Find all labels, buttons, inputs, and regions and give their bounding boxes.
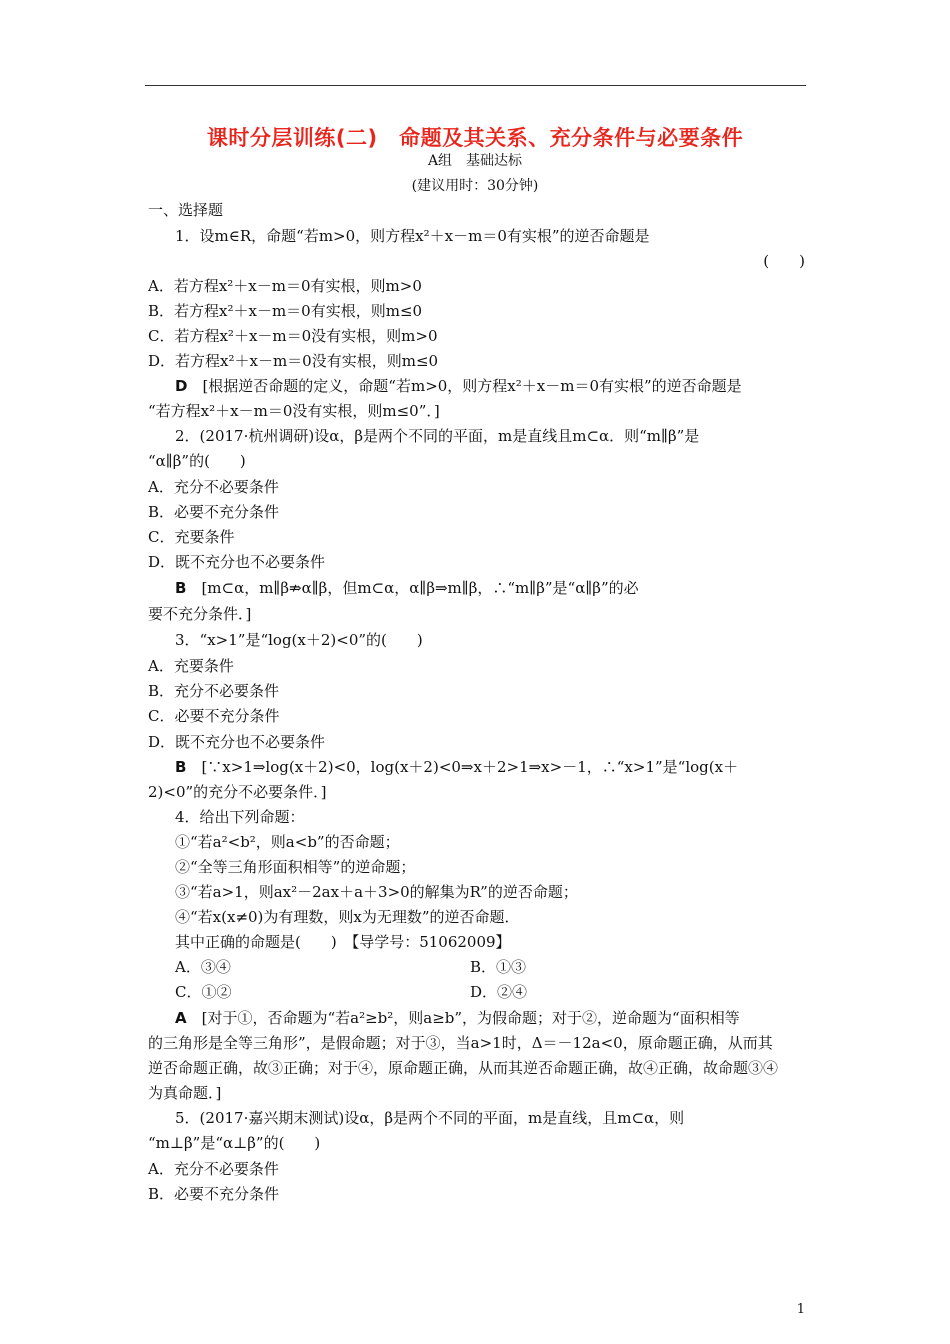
text-line: 1．设m∈R，命题“若m>0，则方程x²＋x－m＝0有实根”的逆否命题是 — [175, 227, 650, 245]
text-line: A．若方程x²＋x－m＝0有实根，则m>0 — [148, 277, 422, 295]
header-rule — [145, 85, 806, 86]
text-line: 为真命题．] — [148, 1084, 222, 1102]
text-line: B [∵x>1⇒log(x＋2)<0，log(x＋2)<0⇒x＋2>1⇒x>－1，∴“x>1”是“log(x＋ — [175, 758, 739, 776]
page-number: 1 — [796, 1302, 805, 1317]
text-line: B．必要不充分条件 — [148, 1185, 280, 1203]
text-line: B．①③ — [470, 958, 527, 976]
group-label: A组 基础达标 — [427, 153, 523, 169]
text-line: A [对于①，否命题为“若a²≥b²，则a≥b”，为假命题；对于②，逆命题为“面积相等 — [175, 1009, 740, 1027]
text-line: B．若方程x²＋x－m＝0有实根，则m≤0 — [148, 302, 423, 320]
text-line: 的三角形是全等三角形”，是假命题；对于③，当a>1时，Δ＝－12a<0，原命题正确，从而其 — [148, 1034, 773, 1052]
text-line: D．②④ — [470, 983, 528, 1001]
text-line: 4．给出下列命题： — [175, 808, 305, 826]
text-line: 3．“x>1”是“log(x＋2)<0”的( ) — [175, 631, 423, 649]
text-line: “α∥β”的( ) — [148, 452, 246, 470]
text-line: D．既不充分也不必要条件 — [148, 553, 326, 571]
text-line: C．若方程x²＋x－m＝0没有实根，则m>0 — [148, 327, 438, 345]
text-line: D．既不充分也不必要条件 — [148, 733, 326, 751]
text-line: C．必要不充分条件 — [148, 707, 280, 725]
text-line: B．必要不充分条件 — [148, 503, 280, 521]
text-line: A．充要条件 — [148, 657, 234, 675]
text-line: A．充分不必要条件 — [148, 1160, 279, 1178]
text-line: C．充要条件 — [148, 528, 235, 546]
text-line: ④“若x(x≠0)为有理数，则x为无理数”的逆否命题． — [175, 908, 520, 926]
text-line: D．若方程x²＋x－m＝0没有实根，则m≤0 — [148, 352, 439, 370]
text-line: ③“若a>1，则ax²－2ax＋a＋3>0的解集为R”的逆否命题； — [175, 883, 578, 901]
text-line: 要不充分条件．] — [148, 605, 252, 623]
text-line: 5．(2017·嘉兴期末测试)设α，β是两个不同的平面，m是直线，且m⊂α，则 — [175, 1109, 685, 1127]
text-line: 逆否命题正确，故③正确；对于④，原命题正确，从而其逆否命题正确，故④正确，故命题③④ — [148, 1059, 779, 1077]
text-line: A．③④ — [175, 958, 231, 976]
text-line: 其中正确的命题是( ) 【导学号：51062009】 — [175, 933, 511, 951]
text-line: “若方程x²＋x－m＝0没有实根，则m≤0”．] — [148, 402, 440, 420]
page-title: 课时分层训练(二) 命题及其关系、充分条件与必要条件 — [206, 126, 744, 150]
text-line: A．充分不必要条件 — [148, 478, 279, 496]
text-line: 2)<0”的充分不必要条件．] — [148, 783, 327, 801]
text-line: C．①② — [175, 983, 232, 1001]
text-line: B．充分不必要条件 — [148, 682, 280, 700]
text-line: D [根据逆否命题的定义，命题“若m>0，则方程x²＋x－m＝0有实根”的逆否命题是 — [175, 377, 742, 395]
text-line: “m⊥β”是“α⊥β”的( ) — [148, 1134, 321, 1152]
text-line: ( ) — [763, 252, 805, 270]
text-line: ①“若a²<b²，则a<b”的否命题； — [175, 833, 400, 851]
text-line: B [m⊂α，m∥β⇏α∥β，但m⊂α，α∥β⇒m∥β，∴“m∥β”是“α∥β”的必 — [175, 579, 639, 597]
text-line: 2．(2017·杭州调研)设α，β是两个不同的平面，m是直线且m⊂α．则“m∥β”是 — [175, 427, 700, 445]
suggested-time: (建议用时：30分钟) — [411, 178, 539, 194]
section-label: 一、选择题 — [148, 201, 224, 219]
text-line: ②“全等三角形面积相等”的逆命题； — [175, 858, 416, 876]
